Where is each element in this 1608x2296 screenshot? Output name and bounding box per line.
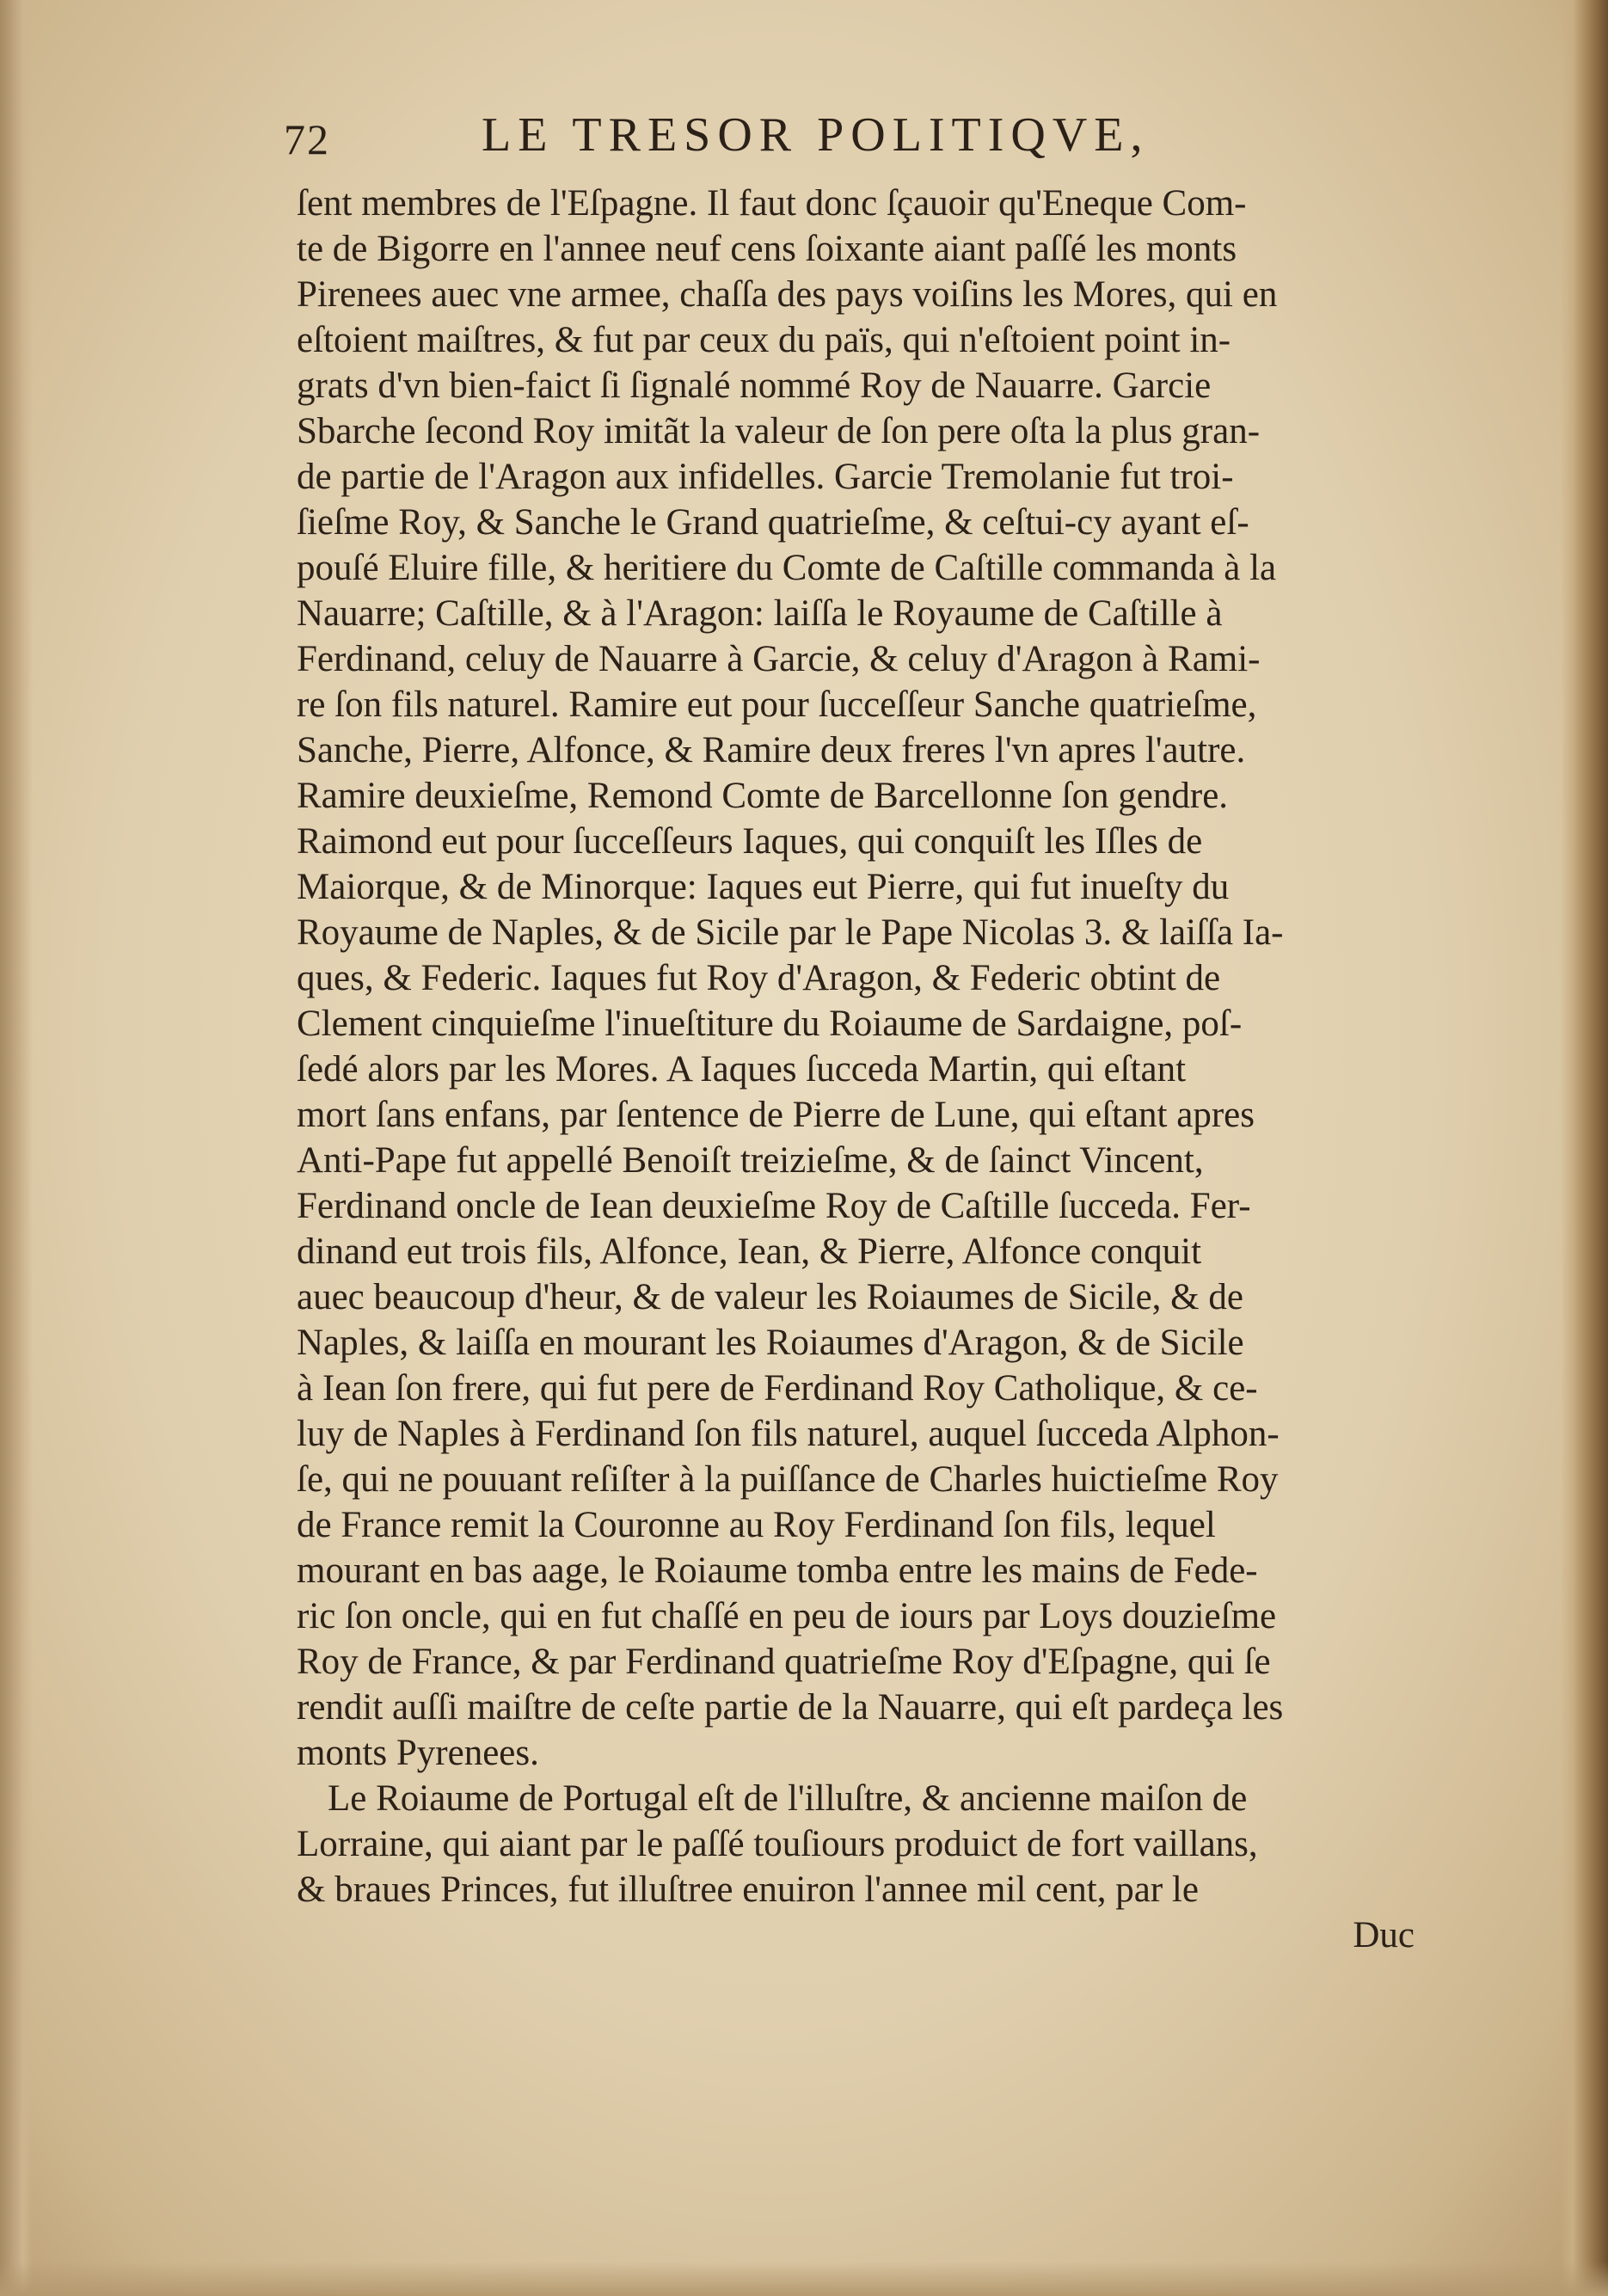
page-bottom-edge-shadow: [0, 2262, 1608, 2296]
text-line: Lorraine, qui aiant par le paſſé touſiours produict de fort vaillans,: [297, 1824, 1258, 1864]
page-binding-edge: [1561, 0, 1608, 2296]
text-line: Ramire deuxieſme, Remond Comte de Barcellonne ſon gendre.: [297, 776, 1229, 816]
text-line: & braues Princes, fut illuſtree enuiron l'annee mil cent, par le: [297, 1869, 1199, 1910]
text-line: Royaume de Naples, & de Sicile par le Pape Nicolas 3. & laiſſa Ia-: [297, 912, 1284, 953]
text-line: Naples, & laiſſa en mourant les Roiaumes d'Aragon, & de Sicile: [297, 1323, 1244, 1363]
body-text: [297, 181, 1415, 1958]
text-line: Anti-Pape fut appellé Benoiſt treizieſme, & de ſainct Vincent,: [297, 1140, 1204, 1181]
text-line: ques, & Federic. Iaques fut Roy d'Aragon, & Federic obtint de: [297, 958, 1221, 998]
text-line: de partie de l'Aragon aux infidelles. Garcie Tremolanie fut troi-: [297, 457, 1234, 497]
text-line: dinand eut trois fils, Alfonce, Iean, & Pierre, Alfonce conquit: [297, 1231, 1202, 1272]
text-line: auec beaucoup d'heur, & de valeur les Roiaumes de Sicile, & de: [297, 1277, 1243, 1317]
text-line: Nauarre; Caſtille, & à l'Aragon: laiſſa le Royaume de Caſtille à: [297, 593, 1223, 634]
running-title: LE TRESOR POLITIQVE,: [482, 108, 1150, 162]
text-line: mort ſans enfans, par ſentence de Pierre de Lune, qui eſtant apres: [297, 1095, 1255, 1135]
text-line: Clement cinquieſme l'inueſtiture du Roiaume de Sardaigne, poſ-: [297, 1004, 1243, 1044]
text-line: grats d'vn bien-faict ſi ſignalé nommé Roy de Nauarre. Garcie: [297, 365, 1212, 406]
text-line: rendit auſſi maiſtre de ceſte partie de la Nauarre, qui eſt pardeça les: [297, 1687, 1284, 1728]
text-line: mourant en bas aage, le Roiaume tomba entre les mains de Fede-: [297, 1550, 1258, 1591]
text-line: Roy de France, & par Ferdinand quatrieſme Roy d'Eſpagne, qui ſe: [297, 1642, 1271, 1682]
text-line: eſtoient maiſtres, & fut par ceux du païs, qui n'eſtoient point in-: [297, 320, 1231, 360]
catchword: Duc: [1353, 1915, 1415, 1955]
text-line: Le Roiaume de Portugal eſt de l'illuſtre, & ancienne maiſon de: [328, 1778, 1248, 1819]
text-line: re ſon fils naturel. Ramire eut pour ſucceſſeur Sanche quatrieſme,: [297, 685, 1257, 725]
text-line: ſieſme Roy, & Sanche le Grand quatrieſme, & ceſtui-cy ayant eſ-: [297, 502, 1249, 543]
text-line: Pirenees auec vne armee, chaſſa des pays voiſins les Mores, qui en: [297, 274, 1278, 315]
text-line: Ferdinand, celuy de Nauarre à Garcie, & celuy d'Aragon à Rami-: [297, 639, 1261, 679]
text-line: Sbarche ſecond Roy imitãt la valeur de ſon pere oſta la plus gran-: [297, 411, 1261, 451]
text-line: Sanche, Pierre, Alfonce, & Ramire deux freres l'vn apres l'autre.: [297, 730, 1246, 770]
text-line: ric ſon oncle, qui en fut chaſſé en peu de iours par Loys douzieſme: [297, 1596, 1277, 1636]
text-line: Raimond eut pour ſucceſſeurs Iaques, qui conquiſt les Iſles de: [297, 821, 1203, 862]
text-line: te de Bigorre en l'annee neuf cens ſoixante aiant paſſé les monts: [297, 229, 1237, 269]
page-number: 72: [284, 115, 330, 163]
text-line: pouſé Eluire fille, & heritiere du Comte de Caſtille commanda à la: [297, 548, 1277, 588]
text-line: luy de Naples à Ferdinand ſon fils naturel, auquel ſucceda Alphon-: [297, 1414, 1280, 1454]
text-line: monts Pyrenees.: [297, 1733, 539, 1773]
page-header: [284, 107, 1264, 176]
text-line: ſe, qui ne pouuant reſiſter à la puiſſance de Charles huictieſme Roy: [297, 1459, 1279, 1500]
text-line: ſent membres de l'Eſpagne. Il faut donc ſçauoir qu'Eneque Com-: [297, 183, 1247, 224]
text-line: ſedé alors par les Mores. A Iaques ſucceda Martin, qui eſtant: [297, 1049, 1187, 1090]
text-line: de France remit la Couronne au Roy Ferdinand ſon fils, lequel: [297, 1505, 1216, 1545]
text-line: Ferdinand oncle de Iean deuxieſme Roy de Caſtille ſucceda. Fer-: [297, 1186, 1251, 1226]
text-line: à Iean ſon frere, qui fut pere de Ferdinand Roy Catholique, & ce-: [297, 1368, 1258, 1409]
text-line: Maiorque, & de Minorque: Iaques eut Pierre, qui fut inueſty du: [297, 867, 1230, 907]
page-left-edge-shadow: [0, 0, 33, 2296]
